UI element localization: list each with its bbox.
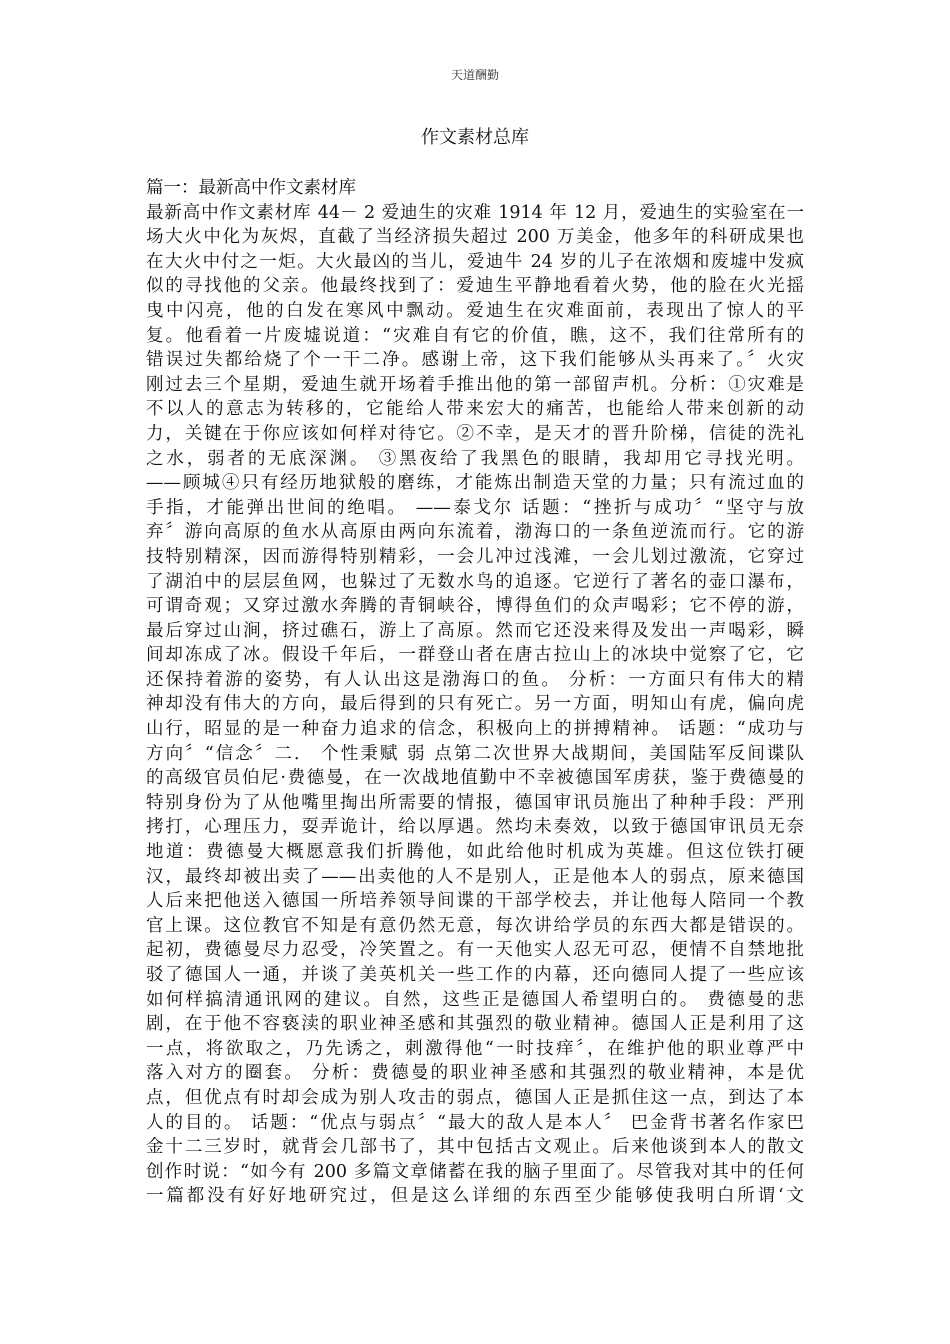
text-line: 拷打，心理压力，耍弄诡计，给以厚遇。然均未奏效，以致于德国审讯员无奈: [146, 817, 804, 838]
running-header: 天道酬勤: [450, 68, 499, 82]
text-line: 点，但优点有时却会成为别人攻击的弱点，德国人正是抓住这一点，到达了本: [146, 1087, 804, 1108]
text-line: 技特别精深，因而游得特别精彩，一会儿冲过浅滩，一会儿划过激流，它穿过: [146, 546, 804, 567]
text-line: 落入对方的圈套。 分析：费德曼的职业神圣感和其强烈的敬业精神，本是优: [146, 1063, 804, 1084]
text-line: 似的寻找他的父亲。他最终找到了：爱迪生平静地看着火势，他的脸在火光摇: [146, 276, 804, 297]
text-line: 力，关键在于你应该如何样对待它。②不幸，是天才的晋升阶梯，信徒的洗礼: [146, 423, 804, 444]
text-line: 错误过失都给烧了个一干二净。感谢上帝，这下我们能够从头再来了。〞火灾: [146, 350, 804, 371]
text-line: 间却冻成了冰。假设千年后，一群登山者在唐古拉山上的冰块中觉察了它，它: [146, 645, 804, 666]
text-line: 一篇都没有好好地研究过，但是这么详细的东西至少能够使我明白所谓‘文: [146, 1186, 804, 1207]
text-line: 神却没有伟大的方向，最后得到的只有死亡。另一方面，明知山有虎，偏向虎: [146, 694, 804, 715]
text-line: 地道：费德曼大概愿意我们折腾他，如此给他时机成为英雄。但这位铁打硬: [146, 842, 804, 863]
text-line: 如何样搞清通讯网的建议。自然，这些正是德国人希望明白的。 费德曼的悲: [146, 989, 804, 1010]
text-line: ——顾城④只有经历地狱般的磨练，才能炼出制造天堂的力量；只有流过血的: [146, 473, 804, 494]
text-line: 之水，弱者的无底深渊。 ③黑夜给了我黑色的眼睛，我却用它寻找光明。: [146, 448, 804, 469]
text-line: 汉，最终却被出卖了——出卖他的人不是别人，正是他本人的弱点，原来德国: [146, 866, 804, 887]
text-line: 山行，昭显的是一种奋力追求的信念，积极向上的拼搏精神。 话题：“成功与: [146, 719, 804, 740]
text-line: 方向〞“信念〞二． 个性秉赋 弱 点第二次世界大战期间，美国陆军反间谍队: [146, 743, 804, 764]
text-line: 一点，将欲取之，乃先诱之，刺激得他“一时技痒〞，在维护他的职业尊严中: [146, 1038, 804, 1059]
section-heading: 篇一：最新高中作文素材库: [146, 178, 356, 198]
text-line: 最新高中作文素材库 44－ 2 爱迪生的灾难 1914 年 12 月，爱迪生的实验室在一: [146, 202, 804, 223]
text-line: 了湖泊中的层层鱼网，也躲过了无数水鸟的追逐。它逆行了著名的壶口瀑布，: [146, 571, 804, 592]
text-line: 创作时说：“如今有 200 多篇文章储蓄在我的脑子里面了。尽管我对其中的任何: [146, 1161, 804, 1182]
text-line: 起初，费德曼尽力忍受，冷笑置之。有一天他实人忍无可忍，便情不自禁地批: [146, 940, 804, 961]
text-line: 弃〞游向高原的鱼水从高原由两向东流着，渤海口的一条鱼逆流而行。它的游: [146, 522, 804, 543]
text-line: 还保持着游的姿势，有人认出这是渤海口的鱼。 分析：一方面只有伟大的精: [146, 669, 804, 690]
text-line: 场大火中化为灰烬，直截了当经济损失超过 200 万美金，他多年的科研成果也: [146, 227, 804, 248]
text-line: 手指，才能弹出世间的绝唱。 ——泰戈尔 话题：“挫折与成功〞“坚守与放: [146, 497, 804, 518]
text-line: 曳中闪亮，他的白发在寒风中飘动。爱迪生在灾难面前，表现出了惊人的平: [146, 300, 804, 321]
text-line: 特别身份为了从他嘴里掏出所需要的情报，德国审讯员施出了种种手段：严刑: [146, 792, 804, 813]
text-line: 最后穿过山涧，挤过礁石，游上了高原。然而它还没来得及发出一声喝彩，瞬: [146, 620, 804, 641]
text-line: 可谓奇观；又穿过激水奔腾的青铜峡谷，博得鱼们的众声喝彩；它不停的游，: [146, 596, 804, 617]
text-line: 的高级官员伯尼·费德曼，在一次战地值勤中不幸被德国军虏获，鉴于费德曼的: [146, 768, 804, 789]
text-line: 在大火中付之一炬。大火最凶的当儿，爱迪牛 24 岁的儿子在浓烟和废墟中发疯: [146, 251, 804, 272]
text-line: 刚过去三个星期，爱迪生就开场着手推出他的第一部留声机。分析：①灾难是: [146, 374, 804, 395]
document-title: 作文素材总库: [421, 127, 529, 148]
text-line: 不以人的意志为转移的，它能给人带来宏大的痛苦，也能给人带来创新的动: [146, 399, 804, 420]
text-line: 金十二三岁时，就背会几部书了，其中包括古文观止。后来他谈到本人的散文: [146, 1137, 804, 1158]
text-line: 官上课。这位教官不知是有意仍然无意，每次讲给学员的东西大都是错误的。: [146, 915, 804, 936]
text-line: 剧，在于他不容亵渎的职业神圣感和其强烈的敬业精神。德国人正是利用了这: [146, 1014, 804, 1035]
text-line: 人的目的。 话题：“优点与弱点〞“最大的敌人是本人〞 巴金背书著名作家巴: [146, 1112, 804, 1133]
text-line: 人后来把他送入德国一所培养领导间谍的干部学校去，并让他每人陪同一个教: [146, 891, 804, 912]
text-line: 复。他看着一片废墟说道：“灾难自有它的价值，瞧，这不，我们往常所有的: [146, 325, 804, 346]
text-line: 驳了德国人一通，并谈了美英机关一些工作的内幕，还向德同人提了一些应该: [146, 965, 804, 985]
document-body: [146, 176, 804, 1209]
